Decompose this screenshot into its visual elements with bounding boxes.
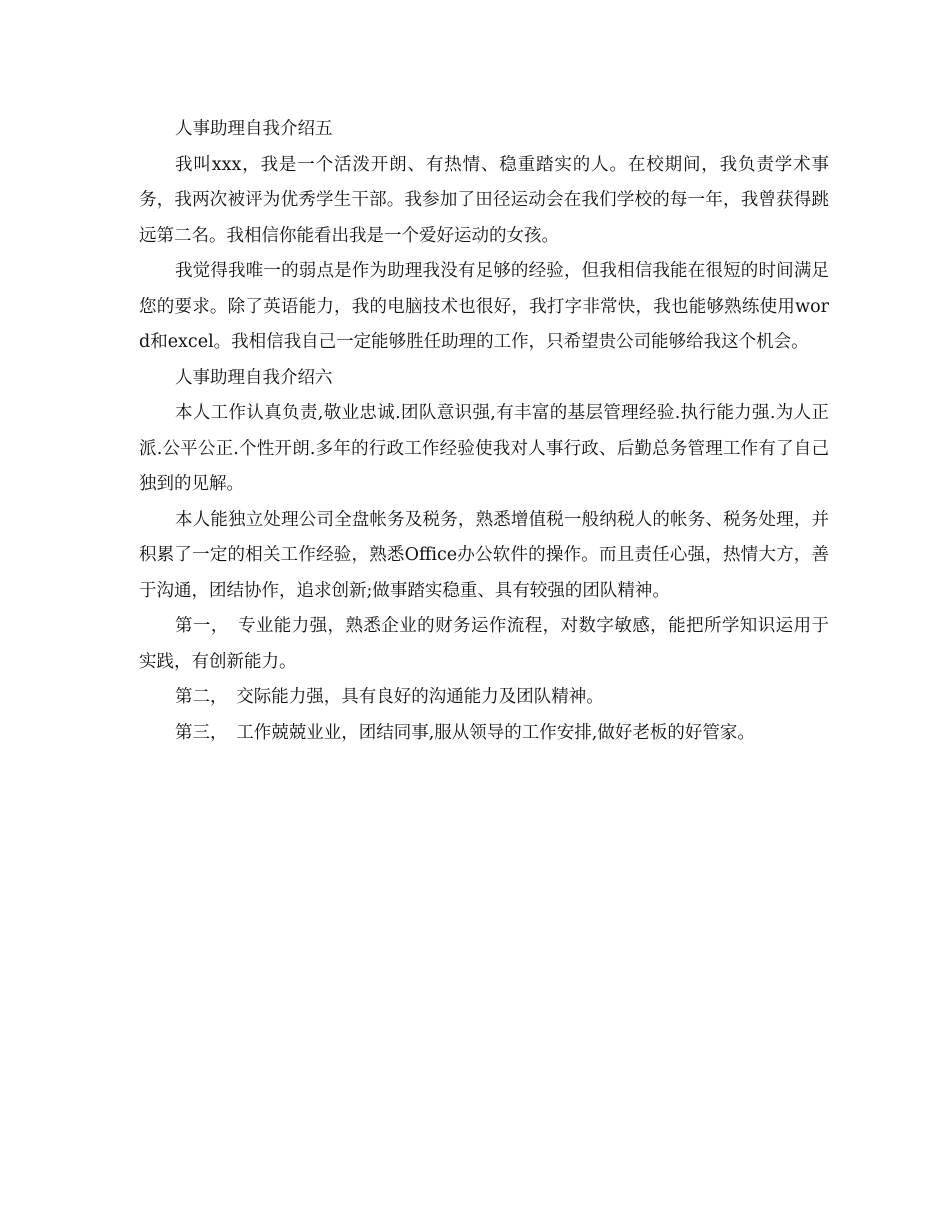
paragraph: 本人工作认真负责,敬业忠诚.团队意识强,有丰富的基层管理经验.执行能力强.为人正派.公平公正.个性开朗.多年的行政工作经验使我对人事行政、后勤总务管理工作有了自己独到的见解。: [139, 403, 829, 494]
list-item-first: 第一， 专业能力强，熟悉企业的财务运作流程，对数字敏感，能把所学知识运用于实践，有创新能力。: [139, 616, 829, 672]
document-body: [139, 112, 829, 751]
paragraph: 我觉得我唯一的弱点是作为助理我没有足够的经验，但我相信我能在很短的时间满足您的要求。除了英语能力，我的电脑技术也很好，我打字非常快，我也能够熟练使用word和excel。我相信我自己一定能够胜任助理的工作，只希望贵公司能够给我这个机会。: [139, 261, 829, 352]
section-heading-five: 人事助理自我介绍五: [175, 119, 333, 139]
paragraph: 本人能独立处理公司全盘帐务及税务，熟悉增值税一般纳税人的帐务、税务处理，并积累了一定的相关工作经验，熟悉Office办公软件的操作。而且责任心强，热情大方，善于沟通，团结协作，追求创新;做事踏实稳重、具有较强的团队精神。: [139, 509, 829, 601]
list-item-second: 第二， 交际能力强，具有良好的沟通能力及团队精神。: [175, 687, 604, 707]
section-heading-six: 人事助理自我介绍六: [175, 367, 333, 388]
list-item-third: 第三， 工作兢兢业业，团结同事,服从领导的工作安排,做好老板的好管家。: [175, 722, 755, 743]
paragraph: 我叫xxx，我是一个活泼开朗、有热情、稳重踏实的人。在校期间，我负责学术事务，我两次被评为优秀学生干部。我参加了田径运动会在我们学校的每一年，我曾获得跳远第二名。我相信你能看出我是一个爱好运动的女孩。: [139, 154, 829, 246]
